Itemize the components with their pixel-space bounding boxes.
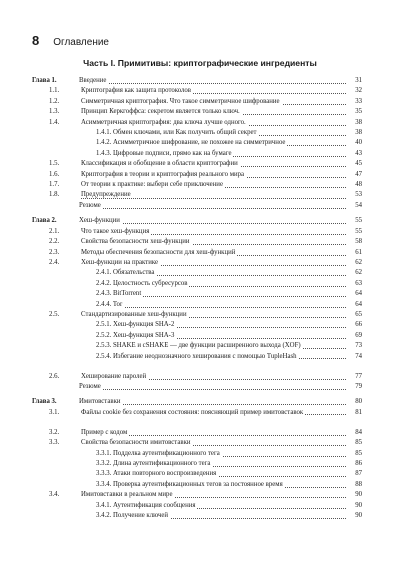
toc-entry-title-wrap: [81, 227, 346, 237]
toc-page-number: 63: [346, 279, 362, 289]
table-of-contents: [32, 76, 362, 521]
toc-entry-title: Классификация и обобщение в области криптографии: [81, 160, 238, 168]
toc-page-number: 31: [346, 76, 362, 86]
toc-page-number: 58: [346, 237, 362, 247]
toc-entry-title-wrap: [81, 180, 346, 190]
toc-entry-title: Файлы cookie без сохранения состояния: поясняющий пример имитовставок: [81, 408, 304, 416]
toc-entry-title: Введение: [79, 77, 107, 84]
toc-entry-title-wrap: [79, 382, 346, 392]
toc-entry-title: Свойства безопасности хеш-функции: [81, 238, 190, 246]
toc-entry-number: 2.5.: [49, 310, 60, 318]
toc-page-number: 45: [346, 159, 362, 169]
toc-entry-row[interactable]: [32, 279, 362, 289]
toc-entry-row[interactable]: [32, 159, 362, 169]
toc-entry-row[interactable]: [32, 227, 362, 237]
toc-entry-row[interactable]: [32, 341, 362, 351]
toc-entry-title: 1.4.1. Обмен ключами, или Как получить общий секрет: [96, 129, 257, 137]
toc-entry-title: Имитовставки в реальном мире: [81, 491, 173, 499]
toc-entry-title: Что такое хеш-функция: [81, 227, 150, 235]
dot-leader: [79, 207, 346, 209]
toc-entry-row[interactable]: [32, 170, 362, 180]
toc-entry-number: 1.5.: [49, 160, 60, 168]
toc-entry-title: Пример с кодом: [81, 428, 128, 436]
toc-entry-title-wrap: [96, 279, 346, 289]
toc-entry-row[interactable]: [32, 300, 362, 310]
toc-entry-title-wrap: [96, 341, 346, 351]
toc-entry-number: 1.4.: [49, 118, 60, 126]
toc-entry-row[interactable]: [32, 86, 362, 96]
toc-entry-title-wrap: [79, 76, 346, 86]
toc-page-number: 47: [346, 170, 362, 180]
toc-entry-row[interactable]: [32, 352, 362, 372]
toc-page-number: 35: [346, 107, 362, 117]
toc-page-number: 38: [346, 118, 362, 128]
toc-entry-title-wrap: [96, 511, 346, 521]
toc-page-number: 69: [346, 331, 362, 341]
toc-entry-number: 3.1.: [49, 408, 60, 416]
toc-entry-title-wrap: [81, 237, 346, 247]
toc-page-number: 90: [346, 490, 362, 500]
toc-page-number: 62: [346, 268, 362, 278]
toc-entry-title-wrap: [79, 201, 346, 211]
toc-entry-title-wrap: [81, 310, 346, 320]
toc-entry-title-wrap: [81, 408, 346, 417]
toc-page-number: 85: [346, 449, 362, 459]
toc-entry-title-wrap: [81, 97, 346, 107]
toc-page-number: 43: [346, 149, 362, 159]
toc-entry-title-wrap: [96, 459, 346, 469]
toc-page-number: 62: [346, 258, 362, 268]
toc-entry-row[interactable]: [32, 128, 362, 138]
toc-entry-number: Глава 3.: [32, 398, 57, 406]
toc-entry-row[interactable]: [32, 490, 362, 500]
toc-entry-title-wrap: [81, 170, 346, 180]
toc-entry-title: 3.4.2. Получение ключей: [96, 512, 169, 520]
toc-entry-number: 1.1.: [49, 87, 60, 95]
toc-entry-title-wrap: [96, 480, 346, 490]
toc-entry-title: 3.3.1. Подделка аутентификационного тега: [96, 449, 220, 457]
running-title: Оглавление: [53, 37, 109, 48]
toc-page-number: 90: [346, 511, 362, 521]
toc-entry-title-wrap: [96, 352, 346, 361]
toc-entry-number: 2.1.: [49, 227, 60, 235]
toc-entry-number: 1.8.: [49, 191, 60, 199]
dot-leader: [79, 388, 346, 390]
toc-page-number: 66: [346, 320, 362, 330]
toc-entry-row[interactable]: [32, 107, 362, 117]
toc-entry-title: Хеш-функции на практике: [81, 258, 158, 266]
toc-entry-title-wrap: [81, 438, 346, 448]
toc-entry-title: 3.3.3. Атаки повторного воспроизведения: [96, 470, 217, 478]
toc-entry-number: 1.3.: [49, 108, 60, 116]
toc-entry-title-wrap: [81, 86, 346, 96]
toc-entry-title: Резюме: [79, 201, 101, 209]
toc-entry-number: 1.6.: [49, 170, 60, 178]
toc-entry-title: 3.3.2. Длина аутентификационного тега: [96, 460, 211, 467]
toc-entry-row[interactable]: [32, 118, 362, 128]
toc-entry-title: 2.5.3. SHAKE и cSHAKE — две функции расширенного выхода (XOF): [96, 342, 301, 350]
toc-entry-number: 3.3.: [49, 439, 60, 447]
toc-chapter-row[interactable]: [32, 76, 362, 86]
toc-entry-row[interactable]: [32, 501, 362, 511]
toc-entry-row[interactable]: [32, 149, 362, 159]
toc-entry-row[interactable]: [32, 138, 362, 148]
toc-entry-number: 2.3.: [49, 248, 60, 256]
dot-leader: [96, 306, 346, 308]
toc-entry-number: 1.2.: [49, 97, 60, 105]
toc-page-number: 55: [346, 227, 362, 237]
toc-entry-title: 3.4.1. Аутентификация сообщения: [96, 501, 196, 509]
toc-page-number: 64: [346, 300, 362, 310]
dot-leader: [79, 82, 346, 84]
toc-entry-number: Глава 2.: [32, 217, 57, 225]
toc-entry-row[interactable]: [32, 237, 362, 247]
toc-entry-title-wrap: [96, 149, 346, 159]
toc-entry-title-wrap: [96, 300, 346, 310]
toc-entry-title-wrap: [81, 190, 346, 200]
toc-entry-title: 1.4.2. Асимметричное шифрование, не похожее на симметричное: [96, 139, 286, 147]
toc-page-number: 40: [346, 138, 362, 148]
toc-entry-row[interactable]: [32, 248, 362, 258]
toc-entry-title: Свойства безопасности имитовставки: [81, 439, 191, 447]
running-head: [32, 33, 109, 48]
toc-entry-title-wrap: [81, 372, 346, 382]
toc-entry-row[interactable]: [32, 97, 362, 107]
toc-page-number: 73: [346, 341, 362, 351]
toc-entry-title: 2.4.2. Целостность субресурсов: [96, 279, 188, 287]
toc-entry-row[interactable]: [32, 268, 362, 278]
toc-page-number: 80: [346, 397, 362, 407]
toc-entry-row[interactable]: [32, 289, 362, 299]
toc-entry-title-wrap: [96, 331, 346, 341]
toc-entry-title: Хеш-функции: [79, 217, 120, 225]
toc-page-number: 54: [346, 201, 362, 211]
toc-entry-row[interactable]: [32, 459, 362, 469]
toc-entry-title: 2.4.4. Tor: [96, 300, 123, 308]
toc-page-number: 48: [346, 180, 362, 190]
toc-entry-title-wrap: [96, 268, 346, 278]
toc-page-number: 87: [346, 469, 362, 479]
toc-chapter-row[interactable]: [32, 397, 362, 407]
toc-entry-number: 3.2.: [49, 428, 60, 436]
toc-entry-row[interactable]: [32, 449, 362, 459]
toc-entry-row[interactable]: [32, 511, 362, 521]
toc-entry-title-wrap: [96, 289, 346, 299]
toc-entry-number: 2.2.: [49, 238, 60, 246]
toc-entry-title-wrap: [96, 138, 346, 148]
toc-entry-title: Имитовставки: [79, 398, 121, 406]
toc-page-number: 85: [346, 438, 362, 448]
toc-entry-number: 1.7.: [49, 181, 60, 189]
toc-page-number: 61: [346, 248, 362, 258]
toc-entry-title-wrap: [81, 248, 346, 258]
part-title: Часть I. Примитивы: криптографические ингредиенты: [83, 58, 317, 68]
toc-entry-row[interactable]: [32, 428, 362, 438]
toc-entry-title: Криптография как защита протоколов: [81, 87, 192, 95]
toc-page-number: 81: [346, 408, 362, 418]
toc-page-number: 65: [346, 310, 362, 320]
toc-entry-row[interactable]: [32, 258, 362, 268]
toc-entry-title-wrap: [81, 490, 346, 500]
toc-page-number: 77: [346, 372, 362, 382]
toc-entry-title: 2.4.1. Обязательства: [96, 269, 155, 277]
toc-entry-title: 2.4.3. BitTorrent: [96, 290, 142, 298]
toc-page-number: 90: [346, 501, 362, 511]
toc-page-number: 84: [346, 428, 362, 438]
toc-entry-title: Асимметричная криптография: два ключа лучше одного.: [81, 118, 246, 126]
toc-entry-row[interactable]: [32, 372, 362, 382]
toc-page-number: 64: [346, 289, 362, 299]
toc-entry-title-wrap: [81, 159, 346, 169]
toc-entry-title: Принцип Керкгоффса: секретом является только ключ.: [81, 108, 240, 116]
toc-entry-number: 3.4.: [49, 491, 60, 499]
toc-page-number: 86: [346, 459, 362, 469]
toc-entry-title: 3.3.4. Проверка аутентификационных тегов за постоянное время: [96, 480, 283, 488]
toc-entry-title: Стандартизированные хеш-функции: [81, 310, 187, 318]
toc-entry-title-wrap: [81, 118, 346, 128]
toc-entry-title-wrap: [79, 397, 346, 407]
toc-page-number: 74: [346, 352, 362, 362]
toc-page-number: 88: [346, 480, 362, 490]
toc-entry-title: Методы обеспечения безопасности для хеш-функций: [81, 248, 236, 256]
toc-entry-row[interactable]: [32, 320, 362, 330]
toc-entry-title: 2.5.2. Хеш-функция SHA-3: [96, 331, 175, 339]
toc-entry-row[interactable]: [32, 469, 362, 479]
toc-entry-title-wrap: [81, 428, 346, 438]
toc-entry-row[interactable]: [32, 201, 362, 211]
toc-entry-title-wrap: [96, 128, 346, 138]
toc-entry-row[interactable]: [32, 382, 362, 392]
toc-entry-title-wrap: [96, 469, 346, 479]
toc-entry-number: 2.4.: [49, 258, 60, 266]
toc-entry-number: 2.6.: [49, 372, 60, 380]
toc-entry-title: Хеширование паролей: [81, 372, 147, 380]
toc-entry-title-wrap: [96, 501, 346, 511]
toc-entry-title-wrap: [96, 320, 346, 330]
toc-page-number: 55: [346, 216, 362, 226]
toc-entry-title: От теории к практике: выбери себе приключение: [81, 181, 223, 189]
toc-entry-title: Предупреждение: [81, 191, 131, 199]
toc-entry-title: Симметричная криптография. Что такое симметричное шифрование: [81, 97, 280, 105]
toc-entry-row[interactable]: [32, 480, 362, 490]
toc-entry-title-wrap: [81, 107, 346, 117]
toc-entry-title: 2.5.1. Хеш-функция SHA-2: [96, 321, 175, 329]
toc-entry-row[interactable]: [32, 408, 362, 428]
toc-entry-row[interactable]: [32, 180, 362, 190]
page-number: 8: [32, 33, 40, 48]
toc-entry-row[interactable]: [32, 438, 362, 448]
toc-entry-row[interactable]: [32, 310, 362, 320]
toc-entry-title-wrap: [96, 449, 346, 459]
toc-page-number: 33: [346, 97, 362, 107]
toc-entry-row[interactable]: [32, 331, 362, 341]
toc-entry-title: 1.4.3. Цифровые подписи, прямо как на бумаге: [96, 149, 232, 157]
toc-page-number: 53: [346, 190, 362, 200]
toc-entry-number: Глава 1.: [32, 77, 57, 84]
toc-entry-row[interactable]: [32, 190, 362, 200]
toc-page-number: 38: [346, 128, 362, 138]
toc-page-number: 32: [346, 86, 362, 96]
toc-entry-title: Криптография в теории и криптография реального мира: [81, 170, 245, 178]
toc-entry-title: 2.5.4. Избегание неоднозначного хеширования с помощью TupleHash: [96, 352, 297, 360]
toc-entry-title-wrap: [79, 216, 346, 226]
toc-chapter-row[interactable]: [32, 216, 362, 226]
toc-page-number: 79: [346, 382, 362, 392]
toc-entry-title-wrap: [81, 258, 346, 268]
toc-entry-title: Резюме: [79, 382, 101, 390]
